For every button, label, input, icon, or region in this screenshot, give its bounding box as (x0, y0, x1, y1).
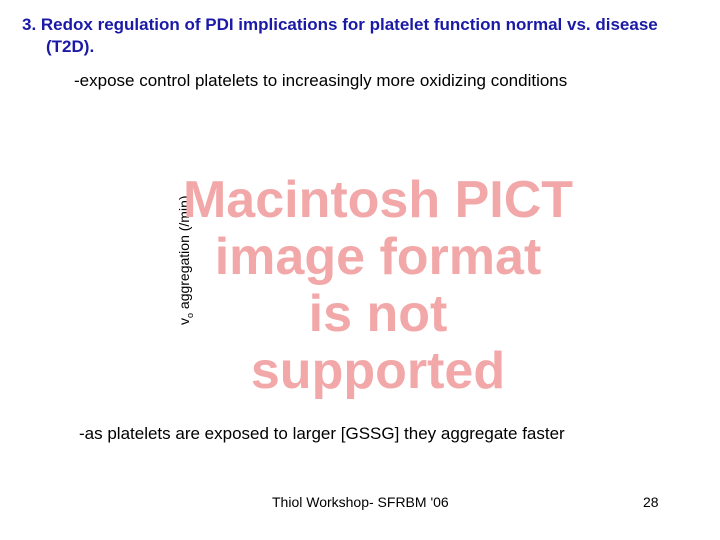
y-axis-label-rest: aggregation (/min) (176, 195, 192, 313)
placeholder-line-2: image format (214, 228, 542, 286)
placeholder-line-3: is not supported (250, 285, 506, 400)
slide-footer: Thiol Workshop- SFRBM '06 (272, 494, 449, 510)
slide-title (22, 14, 702, 58)
slide-subtitle: -expose control platelets to increasingly more oxidizing conditions (74, 71, 568, 90)
slide-caption: -as platelets are exposed to larger [GSSG] they aggregate faster (79, 424, 565, 443)
slide-title-line-2: (T2D). (46, 37, 95, 56)
unsupported-image-placeholder (178, 172, 578, 400)
page-number: 28 (643, 494, 659, 510)
y-axis-label-subscript: o (184, 312, 195, 318)
slide-title-line-1: 3. Redox regulation of PDI implications for platelet function normal vs. disease (22, 15, 658, 34)
y-axis-label-v: v (176, 318, 192, 325)
placeholder-line-1: Macintosh PICT (182, 171, 574, 229)
